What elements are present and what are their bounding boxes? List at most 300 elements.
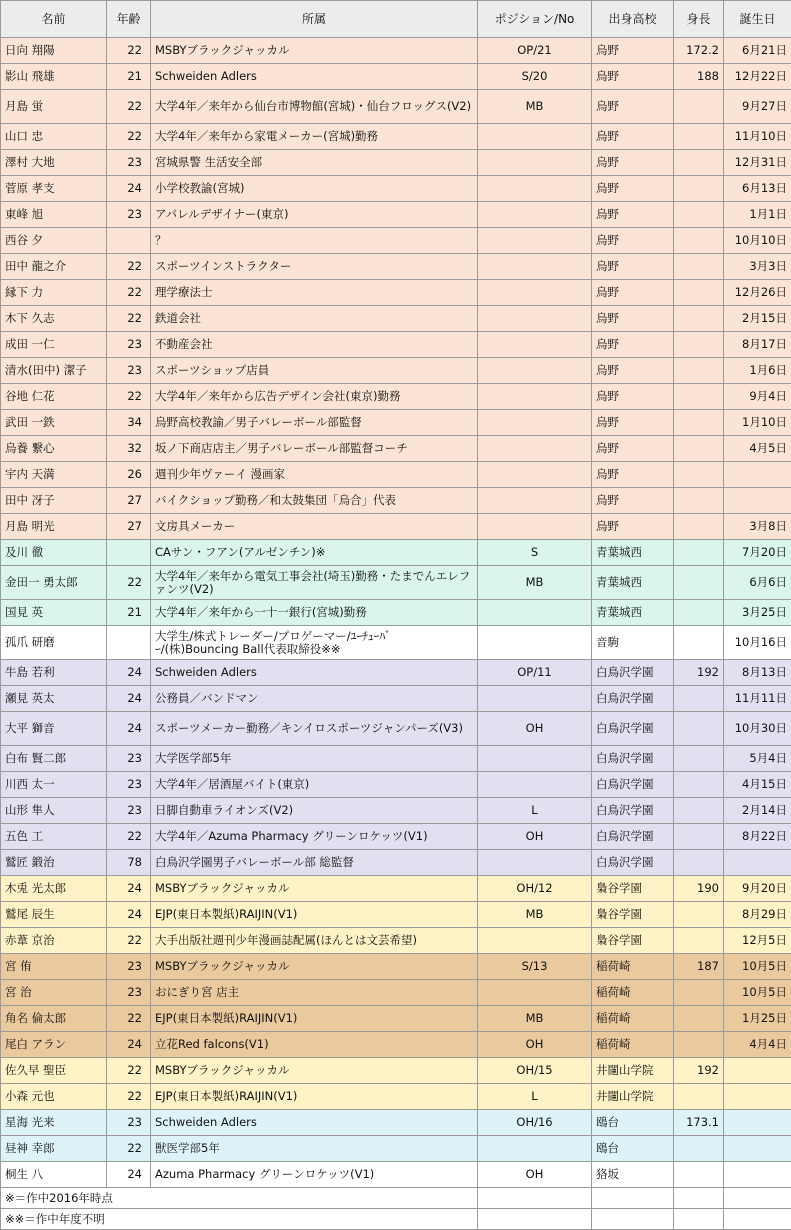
- cell-height[interactable]: 192: [674, 660, 724, 686]
- cell-school[interactable]: 烏野: [592, 202, 674, 228]
- empty-cell[interactable]: [724, 1209, 791, 1230]
- cell-school[interactable]: 烏野: [592, 462, 674, 488]
- cell-school[interactable]: 白鳥沢学園: [592, 798, 674, 824]
- cell-birthday[interactable]: 8月22日: [724, 824, 791, 850]
- cell-height[interactable]: [674, 566, 724, 600]
- cell-school[interactable]: 青葉城西: [592, 540, 674, 566]
- cell-school[interactable]: 青葉城西: [592, 566, 674, 600]
- cell-height[interactable]: [674, 384, 724, 410]
- cell-name[interactable]: 縁下 力: [1, 280, 107, 306]
- cell-height[interactable]: [674, 124, 724, 150]
- cell-height[interactable]: [674, 1162, 724, 1188]
- cell-height[interactable]: [674, 798, 724, 824]
- cell-birthday[interactable]: 6月6日: [724, 566, 791, 600]
- cell-position[interactable]: S/20: [478, 64, 592, 90]
- cell-affiliation[interactable]: 週刊少年ヴァーイ 漫画家: [151, 462, 478, 488]
- cell-position[interactable]: [478, 1136, 592, 1162]
- cell-height[interactable]: 173.1: [674, 1110, 724, 1136]
- cell-school[interactable]: 烏野: [592, 384, 674, 410]
- cell-name[interactable]: 鷲匠 鍛治: [1, 850, 107, 876]
- cell-birthday[interactable]: 9月4日: [724, 384, 791, 410]
- cell-birthday[interactable]: 11月10日: [724, 124, 791, 150]
- cell-birthday[interactable]: 1月6日: [724, 358, 791, 384]
- cell-affiliation[interactable]: Schweiden Adlers: [151, 660, 478, 686]
- cell-age[interactable]: 23: [107, 980, 151, 1006]
- cell-affiliation[interactable]: 日脚自動車ライオンズ(V2): [151, 798, 478, 824]
- cell-age[interactable]: 22: [107, 306, 151, 332]
- cell-birthday[interactable]: [724, 1084, 791, 1110]
- cell-affiliation[interactable]: 不動産会社: [151, 332, 478, 358]
- cell-school[interactable]: 稲荷崎: [592, 980, 674, 1006]
- cell-height[interactable]: [674, 772, 724, 798]
- cell-height[interactable]: [674, 462, 724, 488]
- cell-name[interactable]: 金田一 勇太郎: [1, 566, 107, 600]
- cell-affiliation[interactable]: 小学校教諭(宮城): [151, 176, 478, 202]
- cell-position[interactable]: OH: [478, 712, 592, 746]
- cell-height[interactable]: [674, 746, 724, 772]
- cell-position[interactable]: [478, 514, 592, 540]
- header-height[interactable]: 身長: [674, 1, 724, 38]
- cell-name[interactable]: 澤村 大地: [1, 150, 107, 176]
- cell-affiliation[interactable]: Schweiden Adlers: [151, 1110, 478, 1136]
- cell-height[interactable]: [674, 254, 724, 280]
- cell-birthday[interactable]: 12月22日: [724, 64, 791, 90]
- cell-position[interactable]: L: [478, 1084, 592, 1110]
- cell-name[interactable]: 谷地 仁花: [1, 384, 107, 410]
- cell-age[interactable]: 22: [107, 1006, 151, 1032]
- cell-birthday[interactable]: 10月30日: [724, 712, 791, 746]
- cell-age[interactable]: 21: [107, 600, 151, 626]
- cell-affiliation[interactable]: 理学療法士: [151, 280, 478, 306]
- cell-height[interactable]: [674, 488, 724, 514]
- cell-height[interactable]: [674, 980, 724, 1006]
- cell-position[interactable]: [478, 772, 592, 798]
- cell-position[interactable]: [478, 600, 592, 626]
- cell-birthday[interactable]: [724, 850, 791, 876]
- cell-age[interactable]: 21: [107, 64, 151, 90]
- cell-height[interactable]: [674, 280, 724, 306]
- cell-age[interactable]: 24: [107, 1162, 151, 1188]
- cell-school[interactable]: 白鳥沢学園: [592, 850, 674, 876]
- cell-school[interactable]: 稲荷崎: [592, 1006, 674, 1032]
- cell-position[interactable]: S/13: [478, 954, 592, 980]
- cell-affiliation[interactable]: 大手出版社週刊少年漫画誌配属(ほんとは文芸希望): [151, 928, 478, 954]
- cell-affiliation[interactable]: 白鳥沢学園男子バレーボール部 総監督: [151, 850, 478, 876]
- cell-name[interactable]: 佐久早 聖臣: [1, 1058, 107, 1084]
- cell-name[interactable]: 西谷 夕: [1, 228, 107, 254]
- cell-position[interactable]: OH/12: [478, 876, 592, 902]
- cell-school[interactable]: 烏野: [592, 306, 674, 332]
- cell-school[interactable]: 白鳥沢学園: [592, 686, 674, 712]
- cell-age[interactable]: 23: [107, 332, 151, 358]
- cell-school[interactable]: 烏野: [592, 332, 674, 358]
- cell-school[interactable]: 烏野: [592, 176, 674, 202]
- cell-position[interactable]: OP/21: [478, 38, 592, 64]
- cell-birthday[interactable]: [724, 488, 791, 514]
- cell-birthday[interactable]: 10月5日: [724, 980, 791, 1006]
- cell-school[interactable]: 白鳥沢学園: [592, 746, 674, 772]
- cell-school[interactable]: 梟谷学園: [592, 876, 674, 902]
- cell-age[interactable]: 24: [107, 712, 151, 746]
- cell-birthday[interactable]: 8月13日: [724, 660, 791, 686]
- cell-position[interactable]: OH: [478, 824, 592, 850]
- cell-affiliation[interactable]: MSBYブラックジャッカル: [151, 876, 478, 902]
- cell-height[interactable]: 190: [674, 876, 724, 902]
- cell-birthday[interactable]: 3月25日: [724, 600, 791, 626]
- cell-name[interactable]: 宮 治: [1, 980, 107, 1006]
- cell-birthday[interactable]: 6月13日: [724, 176, 791, 202]
- cell-birthday[interactable]: 11月11日: [724, 686, 791, 712]
- cell-age[interactable]: 22: [107, 254, 151, 280]
- cell-age[interactable]: 22: [107, 824, 151, 850]
- cell-affiliation[interactable]: 獣医学部5年: [151, 1136, 478, 1162]
- cell-name[interactable]: 五色 工: [1, 824, 107, 850]
- cell-affiliation[interactable]: 大学生/株式トレーダー/プロゲーマー/ﾕｰﾁｭｰﾊﾞｰ/(株)Bouncing Ball代表取締役※※: [151, 626, 478, 660]
- cell-birthday[interactable]: 4月4日: [724, 1032, 791, 1058]
- cell-height[interactable]: 192: [674, 1058, 724, 1084]
- cell-name[interactable]: 木下 久志: [1, 306, 107, 332]
- empty-cell[interactable]: [478, 1209, 592, 1230]
- cell-height[interactable]: [674, 712, 724, 746]
- cell-age[interactable]: 22: [107, 38, 151, 64]
- cell-school[interactable]: 烏野: [592, 124, 674, 150]
- cell-position[interactable]: MB: [478, 1006, 592, 1032]
- cell-position[interactable]: [478, 410, 592, 436]
- cell-affiliation[interactable]: EJP(東日本製紙)RAIJIN(V1): [151, 902, 478, 928]
- cell-age[interactable]: 22: [107, 1058, 151, 1084]
- cell-affiliation[interactable]: 立花Red falcons(V1): [151, 1032, 478, 1058]
- cell-birthday[interactable]: 6月21日: [724, 38, 791, 64]
- cell-affiliation[interactable]: スポーツショップ店員: [151, 358, 478, 384]
- cell-age[interactable]: 22: [107, 90, 151, 124]
- cell-position[interactable]: [478, 280, 592, 306]
- cell-name[interactable]: 田中 龍之介: [1, 254, 107, 280]
- cell-age[interactable]: 27: [107, 488, 151, 514]
- cell-position[interactable]: OH/15: [478, 1058, 592, 1084]
- cell-name[interactable]: 角名 倫太郎: [1, 1006, 107, 1032]
- cell-name[interactable]: 桐生 八: [1, 1162, 107, 1188]
- cell-height[interactable]: [674, 540, 724, 566]
- cell-school[interactable]: 狢坂: [592, 1162, 674, 1188]
- cell-height[interactable]: [674, 358, 724, 384]
- cell-age[interactable]: 24: [107, 686, 151, 712]
- cell-school[interactable]: 烏野: [592, 358, 674, 384]
- cell-height[interactable]: [674, 1006, 724, 1032]
- cell-age[interactable]: 23: [107, 202, 151, 228]
- cell-height[interactable]: [674, 626, 724, 660]
- cell-birthday[interactable]: 10月10日: [724, 228, 791, 254]
- cell-name[interactable]: 影山 飛雄: [1, 64, 107, 90]
- cell-affiliation[interactable]: 坂ノ下商店店主／男子バレーボール部監督コーチ: [151, 436, 478, 462]
- cell-school[interactable]: 青葉城西: [592, 600, 674, 626]
- cell-height[interactable]: [674, 436, 724, 462]
- cell-school[interactable]: 烏野: [592, 514, 674, 540]
- cell-position[interactable]: [478, 358, 592, 384]
- cell-age[interactable]: 23: [107, 954, 151, 980]
- cell-birthday[interactable]: 9月20日: [724, 876, 791, 902]
- cell-school[interactable]: 烏野: [592, 280, 674, 306]
- cell-name[interactable]: 烏養 繋心: [1, 436, 107, 462]
- cell-name[interactable]: 孤爪 研磨: [1, 626, 107, 660]
- cell-position[interactable]: [478, 150, 592, 176]
- cell-school[interactable]: 音駒: [592, 626, 674, 660]
- cell-birthday[interactable]: 8月17日: [724, 332, 791, 358]
- cell-position[interactable]: [478, 202, 592, 228]
- cell-position[interactable]: MB: [478, 902, 592, 928]
- cell-affiliation[interactable]: スポーツインストラクター: [151, 254, 478, 280]
- cell-school[interactable]: 稲荷崎: [592, 954, 674, 980]
- cell-school[interactable]: 白鳥沢学園: [592, 660, 674, 686]
- cell-height[interactable]: [674, 410, 724, 436]
- cell-position[interactable]: OH: [478, 1032, 592, 1058]
- cell-school[interactable]: 梟谷学園: [592, 902, 674, 928]
- cell-birthday[interactable]: 3月3日: [724, 254, 791, 280]
- cell-birthday[interactable]: 1月25日: [724, 1006, 791, 1032]
- cell-height[interactable]: [674, 686, 724, 712]
- cell-position[interactable]: [478, 462, 592, 488]
- cell-name[interactable]: 山口 忠: [1, 124, 107, 150]
- cell-affiliation[interactable]: 大学4年／Azuma Pharmacy グリーンロケッツ(V1): [151, 824, 478, 850]
- cell-name[interactable]: 宮 侑: [1, 954, 107, 980]
- cell-name[interactable]: 小森 元也: [1, 1084, 107, 1110]
- cell-position[interactable]: [478, 332, 592, 358]
- cell-position[interactable]: [478, 928, 592, 954]
- cell-height[interactable]: [674, 90, 724, 124]
- cell-age[interactable]: 23: [107, 1110, 151, 1136]
- cell-birthday[interactable]: 2月14日: [724, 798, 791, 824]
- cell-age[interactable]: [107, 540, 151, 566]
- cell-position[interactable]: [478, 228, 592, 254]
- cell-age[interactable]: 34: [107, 410, 151, 436]
- cell-position[interactable]: [478, 980, 592, 1006]
- cell-height[interactable]: [674, 902, 724, 928]
- cell-position[interactable]: [478, 254, 592, 280]
- cell-position[interactable]: [478, 626, 592, 660]
- cell-name[interactable]: 尾白 アラン: [1, 1032, 107, 1058]
- cell-school[interactable]: 烏野: [592, 38, 674, 64]
- cell-position[interactable]: MB: [478, 566, 592, 600]
- empty-cell[interactable]: [724, 1188, 791, 1209]
- cell-birthday[interactable]: 8月29日: [724, 902, 791, 928]
- cell-name[interactable]: 田中 冴子: [1, 488, 107, 514]
- cell-height[interactable]: [674, 514, 724, 540]
- cell-birthday[interactable]: 7月20日: [724, 540, 791, 566]
- cell-age[interactable]: 23: [107, 150, 151, 176]
- cell-name[interactable]: 大平 獅音: [1, 712, 107, 746]
- cell-name[interactable]: 山形 隼人: [1, 798, 107, 824]
- cell-age[interactable]: 22: [107, 1084, 151, 1110]
- cell-school[interactable]: 白鳥沢学園: [592, 824, 674, 850]
- cell-name[interactable]: 牛島 若利: [1, 660, 107, 686]
- cell-position[interactable]: [478, 850, 592, 876]
- cell-birthday[interactable]: 12月31日: [724, 150, 791, 176]
- cell-birthday[interactable]: 9月27日: [724, 90, 791, 124]
- cell-age[interactable]: 22: [107, 384, 151, 410]
- cell-name[interactable]: 月島 蛍: [1, 90, 107, 124]
- cell-age[interactable]: [107, 228, 151, 254]
- cell-name[interactable]: 日向 翔陽: [1, 38, 107, 64]
- cell-name[interactable]: 木兎 光太郎: [1, 876, 107, 902]
- cell-affiliation[interactable]: 大学4年／来年から仙台市博物館(宮城)・仙台フロッグス(V2): [151, 90, 478, 124]
- cell-name[interactable]: 星海 光来: [1, 1110, 107, 1136]
- cell-birthday[interactable]: [724, 1136, 791, 1162]
- cell-affiliation[interactable]: バイクショップ勤務／和太鼓集団「烏合」代表: [151, 488, 478, 514]
- cell-affiliation[interactable]: MSBYブラックジャッカル: [151, 954, 478, 980]
- cell-school[interactable]: 烏野: [592, 150, 674, 176]
- empty-cell[interactable]: [478, 1188, 592, 1209]
- cell-age[interactable]: 27: [107, 514, 151, 540]
- cell-name[interactable]: 武田 一鉄: [1, 410, 107, 436]
- cell-name[interactable]: 瀬見 英太: [1, 686, 107, 712]
- empty-cell[interactable]: [592, 1188, 674, 1209]
- cell-name[interactable]: 及川 徹: [1, 540, 107, 566]
- cell-school[interactable]: 鴎台: [592, 1136, 674, 1162]
- cell-birthday[interactable]: 10月16日: [724, 626, 791, 660]
- cell-name[interactable]: 菅原 孝支: [1, 176, 107, 202]
- cell-height[interactable]: [674, 850, 724, 876]
- cell-birthday[interactable]: 12月5日: [724, 928, 791, 954]
- cell-affiliation[interactable]: 大学4年／居酒屋バイト(東京): [151, 772, 478, 798]
- cell-affiliation[interactable]: 烏野高校教諭／男子バレーボール部監督: [151, 410, 478, 436]
- cell-affiliation[interactable]: スポーツメーカー勤務／キンイロスポーツジャンパーズ(V3): [151, 712, 478, 746]
- cell-school[interactable]: 烏野: [592, 90, 674, 124]
- cell-name[interactable]: 月島 明光: [1, 514, 107, 540]
- cell-birthday[interactable]: 1月1日: [724, 202, 791, 228]
- header-age[interactable]: 年齢: [107, 1, 151, 38]
- cell-height[interactable]: [674, 600, 724, 626]
- cell-affiliation[interactable]: CAサン・フアン(アルゼンチン)※: [151, 540, 478, 566]
- cell-school[interactable]: 烏野: [592, 64, 674, 90]
- cell-position[interactable]: [478, 686, 592, 712]
- cell-name[interactable]: 鷲尾 辰生: [1, 902, 107, 928]
- cell-birthday[interactable]: 2月15日: [724, 306, 791, 332]
- cell-age[interactable]: 22: [107, 124, 151, 150]
- cell-age[interactable]: 24: [107, 902, 151, 928]
- cell-height[interactable]: 172.2: [674, 38, 724, 64]
- cell-affiliation[interactable]: EJP(東日本製紙)RAIJIN(V1): [151, 1084, 478, 1110]
- cell-age[interactable]: 22: [107, 1136, 151, 1162]
- cell-birthday[interactable]: [724, 1110, 791, 1136]
- cell-affiliation[interactable]: おにぎり宮 店主: [151, 980, 478, 1006]
- header-name[interactable]: 名前: [1, 1, 107, 38]
- cell-height[interactable]: [674, 824, 724, 850]
- empty-cell[interactable]: [674, 1188, 724, 1209]
- cell-affiliation[interactable]: 大学4年／来年から電気工事会社(埼玉)勤務・たまでんエレファンツ(V2): [151, 566, 478, 600]
- cell-age[interactable]: 26: [107, 462, 151, 488]
- cell-school[interactable]: 鴎台: [592, 1110, 674, 1136]
- cell-school[interactable]: 白鳥沢学園: [592, 712, 674, 746]
- cell-affiliation[interactable]: 文房具メーカー: [151, 514, 478, 540]
- cell-affiliation[interactable]: EJP(東日本製紙)RAIJIN(V1): [151, 1006, 478, 1032]
- cell-height[interactable]: [674, 202, 724, 228]
- cell-age[interactable]: 24: [107, 876, 151, 902]
- cell-age[interactable]: 23: [107, 798, 151, 824]
- cell-height[interactable]: [674, 1136, 724, 1162]
- cell-school[interactable]: 烏野: [592, 254, 674, 280]
- cell-affiliation[interactable]: MSBYブラックジャッカル: [151, 1058, 478, 1084]
- cell-birthday[interactable]: 5月4日: [724, 746, 791, 772]
- cell-birthday[interactable]: [724, 462, 791, 488]
- cell-position[interactable]: [478, 176, 592, 202]
- cell-school[interactable]: 烏野: [592, 488, 674, 514]
- cell-name[interactable]: 清水(田中) 潔子: [1, 358, 107, 384]
- cell-birthday[interactable]: 10月5日: [724, 954, 791, 980]
- cell-height[interactable]: [674, 1032, 724, 1058]
- cell-school[interactable]: 烏野: [592, 228, 674, 254]
- cell-age[interactable]: [107, 626, 151, 660]
- cell-birthday[interactable]: 1月10日: [724, 410, 791, 436]
- cell-position[interactable]: L: [478, 798, 592, 824]
- cell-height[interactable]: [674, 228, 724, 254]
- cell-age[interactable]: 24: [107, 660, 151, 686]
- header-position[interactable]: ポジション/No: [478, 1, 592, 38]
- cell-age[interactable]: 24: [107, 176, 151, 202]
- cell-age[interactable]: 22: [107, 928, 151, 954]
- cell-position[interactable]: [478, 436, 592, 462]
- cell-position[interactable]: OH/16: [478, 1110, 592, 1136]
- cell-affiliation[interactable]: 公務員／バンドマン: [151, 686, 478, 712]
- cell-name[interactable]: 白布 賢二郎: [1, 746, 107, 772]
- cell-position[interactable]: [478, 746, 592, 772]
- cell-school[interactable]: 井闥山学院: [592, 1084, 674, 1110]
- cell-position[interactable]: [478, 384, 592, 410]
- cell-affiliation[interactable]: 鉄道会社: [151, 306, 478, 332]
- cell-position[interactable]: [478, 124, 592, 150]
- cell-affiliation[interactable]: 大学4年／来年から一十一銀行(宮城)勤務: [151, 600, 478, 626]
- cell-position[interactable]: [478, 306, 592, 332]
- cell-position[interactable]: S: [478, 540, 592, 566]
- header-affiliation[interactable]: 所属: [151, 1, 478, 38]
- cell-name[interactable]: 国見 英: [1, 600, 107, 626]
- cell-height[interactable]: 188: [674, 64, 724, 90]
- cell-age[interactable]: 23: [107, 746, 151, 772]
- cell-height[interactable]: [674, 306, 724, 332]
- cell-name[interactable]: 川西 太一: [1, 772, 107, 798]
- cell-height[interactable]: [674, 150, 724, 176]
- cell-affiliation[interactable]: Azuma Pharmacy グリーンロケッツ(V1): [151, 1162, 478, 1188]
- empty-cell[interactable]: [592, 1209, 674, 1230]
- cell-name[interactable]: 昼神 幸郎: [1, 1136, 107, 1162]
- cell-position[interactable]: OP/11: [478, 660, 592, 686]
- cell-affiliation[interactable]: MSBYブラックジャッカル: [151, 38, 478, 64]
- cell-birthday[interactable]: [724, 1162, 791, 1188]
- cell-position[interactable]: [478, 488, 592, 514]
- cell-school[interactable]: 白鳥沢学園: [592, 772, 674, 798]
- cell-name[interactable]: 東峰 旭: [1, 202, 107, 228]
- cell-birthday[interactable]: [724, 1058, 791, 1084]
- cell-height[interactable]: 187: [674, 954, 724, 980]
- cell-age[interactable]: 22: [107, 566, 151, 600]
- cell-age[interactable]: 22: [107, 280, 151, 306]
- cell-school[interactable]: 梟谷学園: [592, 928, 674, 954]
- cell-age[interactable]: 78: [107, 850, 151, 876]
- cell-birthday[interactable]: 4月5日: [724, 436, 791, 462]
- cell-school[interactable]: 井闥山学院: [592, 1058, 674, 1084]
- cell-birthday[interactable]: 3月8日: [724, 514, 791, 540]
- cell-name[interactable]: 宇内 天満: [1, 462, 107, 488]
- cell-name[interactable]: 成田 一仁: [1, 332, 107, 358]
- cell-height[interactable]: [674, 1084, 724, 1110]
- cell-age[interactable]: 23: [107, 772, 151, 798]
- cell-name[interactable]: 赤葦 京治: [1, 928, 107, 954]
- cell-school[interactable]: 烏野: [592, 410, 674, 436]
- cell-age[interactable]: 23: [107, 358, 151, 384]
- cell-age[interactable]: 24: [107, 1032, 151, 1058]
- cell-height[interactable]: [674, 928, 724, 954]
- cell-affiliation[interactable]: 大学4年／来年から家電メーカー(宮城)勤務: [151, 124, 478, 150]
- header-birthday[interactable]: 誕生日: [724, 1, 791, 38]
- cell-position[interactable]: MB: [478, 90, 592, 124]
